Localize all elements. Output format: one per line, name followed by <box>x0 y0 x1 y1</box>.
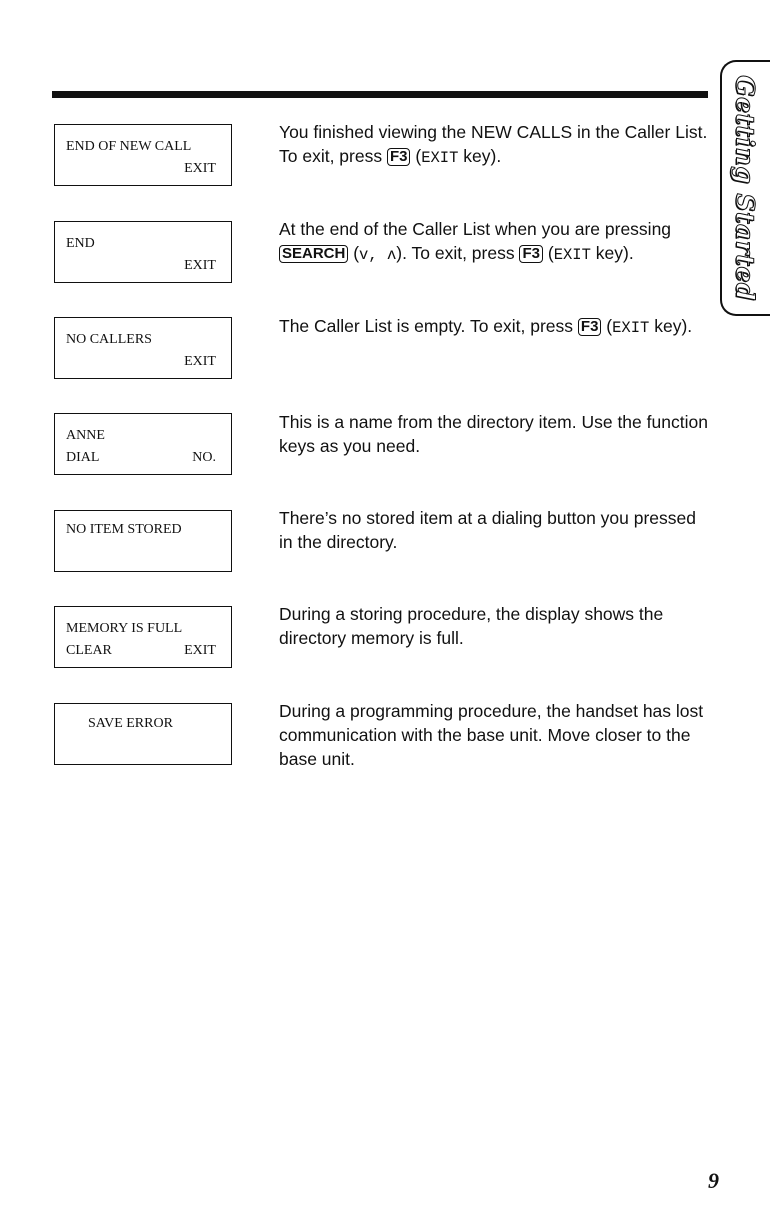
lcd-display-end-of-new-call <box>54 124 232 186</box>
desc-text: At the end of the Caller List when you are pressing <box>279 219 672 239</box>
lcd-line-2: EXIT <box>184 354 216 369</box>
desc-text: ). To exit, press <box>396 243 520 263</box>
header-rule <box>52 91 708 98</box>
lcd-line-2-right: NO. <box>192 450 216 465</box>
lcd-line-1: END <box>66 236 95 251</box>
desc-text: key). <box>590 243 634 263</box>
desc-text: ( <box>542 243 554 263</box>
lcd-line-1: NO ITEM STORED <box>66 522 182 537</box>
description-no-item-stored: There’s no stored item at a dialing button you pressed in the directory. <box>279 508 697 552</box>
lcd-display-no-callers <box>54 317 232 379</box>
description-save-error: During a programming procedure, the handset has lost communication with the base unit. Move closer to the base unit. <box>279 701 704 769</box>
lcd-line-2: EXIT <box>184 258 216 273</box>
description-end-of-new-call <box>279 120 709 170</box>
search-key: SEARCH <box>279 245 348 263</box>
lcd-display-end <box>54 221 232 283</box>
lcd-line-2: EXIT <box>184 161 216 176</box>
lcd-display-no-item-stored <box>54 510 232 572</box>
description-memory-is-full: During a storing procedure, the display shows the directory memory is full. <box>279 604 664 648</box>
lcd-line-1: SAVE ERROR <box>88 716 173 731</box>
desc-text: key). <box>458 146 502 166</box>
lcd-display-memory-is-full <box>54 606 232 668</box>
lcd-line-2-right: EXIT <box>184 643 216 658</box>
lcd-line-1: END OF NEW CALL <box>66 139 192 154</box>
f3-key: F3 <box>387 148 411 166</box>
desc-text: ( <box>410 146 422 166</box>
lcd-display-save-error <box>54 703 232 765</box>
lcd-line-1: MEMORY IS FULL <box>66 621 183 636</box>
page-number: 9 <box>708 1168 719 1193</box>
lcd-line-1: ANNE <box>66 428 105 443</box>
lcd-line-2-left: CLEAR <box>66 643 112 658</box>
lcd-display-anne <box>54 413 232 475</box>
description-end <box>279 217 709 267</box>
f3-key: F3 <box>578 318 602 336</box>
f3-key: F3 <box>519 245 543 263</box>
lcd-line-2-left: DIAL <box>66 450 100 465</box>
desc-text: ( <box>348 243 360 263</box>
lcd-line-1: NO CALLERS <box>66 332 152 347</box>
desc-text: The Caller List is empty. To exit, press <box>279 316 578 336</box>
desc-text: ( <box>601 316 613 336</box>
description-anne: This is a name from the directory item. Use the function keys as you need. <box>279 412 708 456</box>
description-no-callers <box>279 314 709 340</box>
desc-text: key). <box>649 316 693 336</box>
exit-key-label: EXIT <box>421 149 459 167</box>
exit-key-label: EXIT <box>553 246 591 264</box>
sidebar-tab-label: Getting Started <box>730 75 760 301</box>
exit-key-label: EXIT <box>612 319 650 337</box>
desc-text: You finished viewing the NEW CALLS in the Caller List. To exit, press <box>279 122 708 166</box>
arrow-keys-label: v, ʌ <box>359 246 397 264</box>
